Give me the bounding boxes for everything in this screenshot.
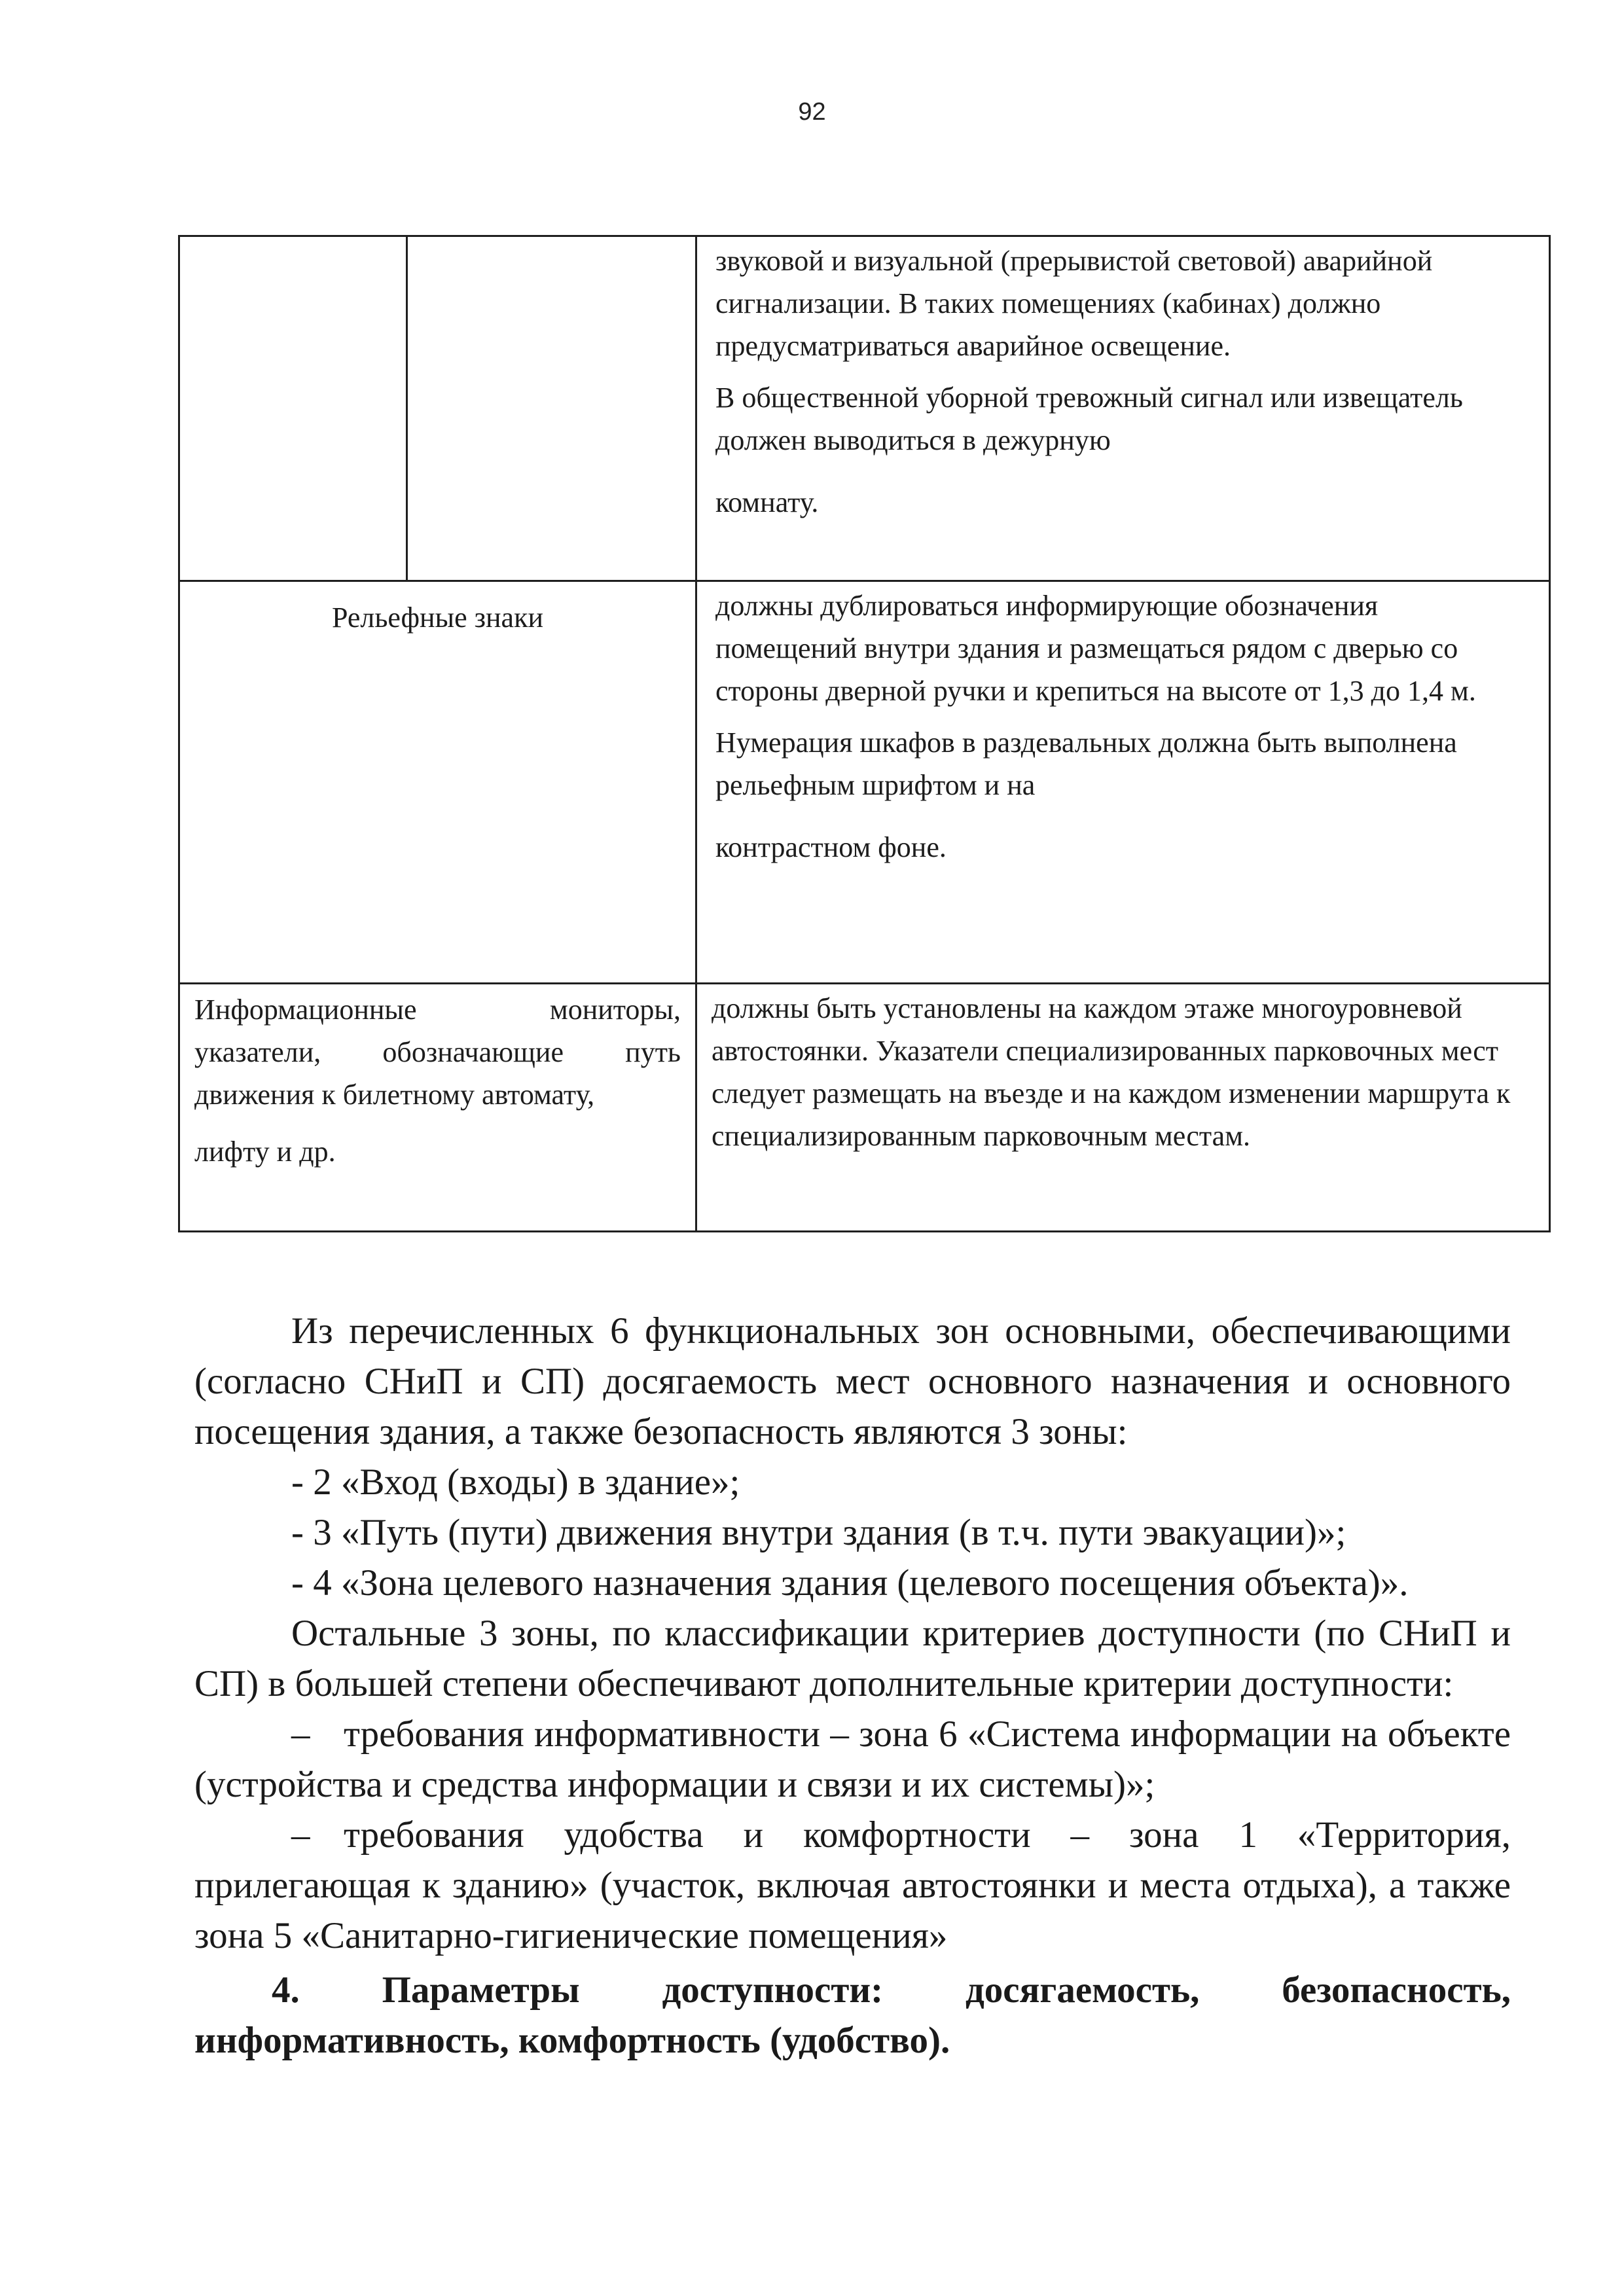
dash-marker: – [291, 1713, 310, 1755]
label-text: Информационные мониторы, указатели, обозначающие путь движения к билетному автомату, [194, 994, 681, 1111]
cell-paragraph: В общественной уборной тревожный сигнал или извещатель должен выводиться в дежурную [715, 382, 1463, 456]
table-row [179, 581, 1550, 984]
zone-list-item: - 3 «Путь (пути) движения внутри здания (в т.ч. пути эвакуации)»; [291, 1512, 1346, 1553]
zone-list-item: - 2 «Вход (входы) в здание»; [291, 1462, 740, 1503]
dash-list-item [194, 1810, 1511, 1961]
table-cell-label: Рельефные знаки [179, 581, 696, 984]
table-cell-label [179, 984, 696, 1232]
cell-paragraph: комнату. [715, 486, 819, 518]
cell-paragraph: должны дублироваться информирующие обозначения помещений внутри здания и размещаться рядом с дверью со стороны дверной ручки и крепиться на высоте от 1,3 до 1,4 м. [715, 590, 1476, 707]
table-row [179, 984, 1550, 1232]
page-number: 92 [798, 98, 826, 126]
zone-list-item: - 4 «Зона целевого назначения здания (целевого посещения объекта)». [291, 1562, 1409, 1604]
table-cell-requirement [696, 984, 1550, 1232]
table-cell-empty [407, 236, 696, 581]
paragraph: Остальные 3 зоны, по классификации критериев доступности (по СНиП и СП) в большей степени обеспечивают дополнительные критерии доступности: [194, 1613, 1511, 1704]
section-heading: 4. Параметры доступности: досягаемость, безопасность, информативность, комфортность (удобство). [194, 1969, 1511, 2061]
dash-marker: – [291, 1814, 310, 1856]
paragraph: Из перечисленных 6 функциональных зон основными, обеспечивающими (согласно СНиП и СП) досягаемость мест основного назначения и основного посещения здания, а также безопасность являются 3 зоны: [194, 1310, 1511, 1452]
body-text [194, 1306, 1511, 2066]
table-cell-empty [179, 236, 407, 581]
dash-list-item [194, 1709, 1511, 1810]
dash-item-text: требования удобства и комфортности – зона 1 «Территория, прилегающая к зданию» (участок, включая автостоянки и места отдыха), а также зона 5 «Санитарно-гигиенические помещения» [194, 1814, 1511, 1956]
cell-paragraph: звуковой и визуальной (прерывистой световой) аварийной сигнализации. В таких помещениях (кабинах) должно предусматриваться аварийное освещение. [715, 245, 1433, 362]
label-text: лифту и др. [194, 1136, 336, 1168]
cell-paragraph: должны быть установлены на каждом этаже многоуровневой автостоянки. Указатели специализированных парковочных мест следует размещать на въезде и на каждом изменении маршрута к специализированным парковочным местам. [712, 992, 1511, 1152]
table-cell-requirement [696, 236, 1550, 581]
cell-paragraph: Нумерация шкафов в раздевальных должна быть выполнена рельефным шрифтом и на [715, 726, 1457, 801]
cell-paragraph: контрастном фоне. [715, 831, 947, 863]
requirements-table [178, 235, 1551, 1232]
dash-item-text: требования информативности – зона 6 «Система информации на объекте (устройства и средства информации и связи и их системы)»; [194, 1713, 1511, 1805]
table-row [179, 236, 1550, 581]
table-cell-requirement [696, 581, 1550, 984]
